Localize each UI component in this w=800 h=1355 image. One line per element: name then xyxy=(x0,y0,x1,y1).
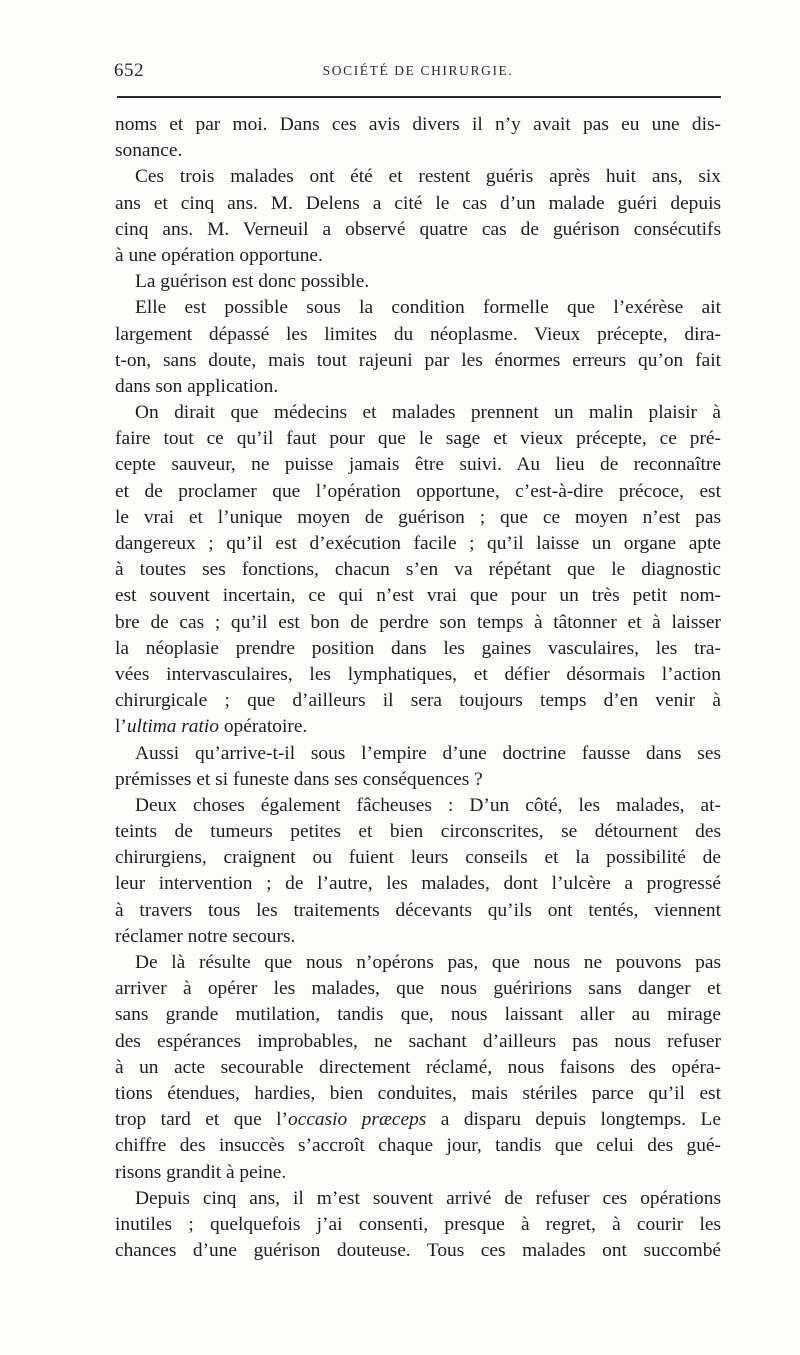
text-line: à travers tous les traitements décevants qu’ils ont tentés, viennent xyxy=(115,899,721,921)
text-line: à toutes ses fonctions, chacun s’en va répétant que le diagnostic xyxy=(115,559,721,581)
text-line: chances d’une guérison douteuse. Tous ces malades ont succombé xyxy=(115,1240,721,1262)
text-line: bre de cas ; qu’il est bon de perdre son temps à tâtonner et à laisser xyxy=(115,611,721,633)
text-line: vées intervasculaires, les lymphatiques, et défier désormais l’action xyxy=(115,663,721,685)
text-line: Elle est possible sous la condition formelle que l’exérèse ait xyxy=(135,297,721,319)
text-line: De là résulte que nous n’opérons pas, que nous ne pouvons pas xyxy=(135,952,721,973)
text-line: sonance. xyxy=(115,140,183,162)
text-line: largement dépassé les limites du néoplasme. Vieux précepte, dira- xyxy=(115,323,721,345)
text-line: à un acte secourable directement réclamé, nous faisons des opéra- xyxy=(115,1056,721,1078)
text-segment: a disparu depuis longtemps. Le xyxy=(426,1109,721,1131)
text-line: réclamer notre secours. xyxy=(115,925,296,947)
italic-phrase: ultima ratio xyxy=(126,716,219,738)
body-text xyxy=(115,112,721,1264)
text-line: cepte sauveur, ne puisse jamais être suivi. Au lieu de reconnaître xyxy=(115,454,721,476)
text-line: prémisses et si funeste dans ses conséquences ? xyxy=(115,768,483,790)
text-line: est souvent incertain, ce qui n’est vrai que pour un très petit nom- xyxy=(115,585,721,607)
text-line: et de proclamer que l’opération opportune, c’est-à-dire précoce, est xyxy=(115,480,721,502)
text-line: On dirait que médecins et malades prennent un malin plaisir à xyxy=(135,402,721,424)
text-line: Depuis cinq ans, il m’est souvent arrivé de refuser ces opérations xyxy=(135,1187,721,1209)
text-line: à une opération opportune. xyxy=(115,244,323,266)
text-line: dans son application. xyxy=(115,375,279,397)
text-line: leur intervention ; de l’autre, les malades, dont l’ulcère a progressé xyxy=(115,873,721,895)
page-number: 652 xyxy=(114,60,144,81)
text-line: t-on, sans doute, mais tout rajeuni par les énormes erreurs qu’on fait xyxy=(115,349,721,371)
text-line: ans et cinq ans. M. Delens a cité le cas d’un malade guéri depuis xyxy=(115,192,721,214)
text-line: arriver à opérer les malades, que nous guéririons sans danger et xyxy=(115,978,721,1000)
text-line: cinq ans. M. Verneuil a observé quatre cas de guérison consécutifs xyxy=(115,218,721,240)
text-line: la néoplasie prendre position dans les gaines vasculaires, les tra- xyxy=(115,637,721,659)
text-line: dangereux ; qu’il est d’exécution facile ; qu’il laisse un organe apte xyxy=(115,533,721,554)
text-line: Ces trois malades ont été et restent guéris après huit ans, six xyxy=(135,166,721,188)
text-line: sans grande mutilation, tandis que, nous laissant aller au mirage xyxy=(115,1004,721,1026)
text-line xyxy=(115,714,721,740)
text-line: Deux choses également fâcheuses : D’un côté, les malades, at- xyxy=(135,794,721,816)
text-line xyxy=(115,1107,721,1133)
page-header xyxy=(114,56,722,84)
text-line: teints de tumeurs petites et bien circonscrites, se détournent des xyxy=(115,821,721,843)
text-line: chirurgiens, craignent ou fuient leurs conseils et la possibilité de xyxy=(115,847,721,869)
text-line: chiffre des insuccès s’accroît chaque jour, tandis que celui des gué- xyxy=(115,1135,721,1157)
text-line: risons grandit à peine. xyxy=(115,1161,287,1183)
text-line: chirurgicale ; que d’ailleurs il sera toujours temps d’en venir à xyxy=(115,690,721,712)
text-line: noms et par moi. Dans ces avis divers il n’y avait pas eu une dis- xyxy=(115,114,721,135)
text-line: le vrai et l’unique moyen de guérison ; que ce moyen n’est pas xyxy=(115,506,721,528)
text-line: tions étendues, hardies, bien conduites, mais stériles parce qu’il est xyxy=(115,1082,721,1104)
text-segment: l’ xyxy=(115,716,127,738)
italic-phrase: occasio præceps xyxy=(288,1109,427,1131)
text-segment: trop tard et que l’ xyxy=(115,1109,289,1131)
running-head: SOCIÉTÉ DE CHIRURGIE. xyxy=(322,63,514,78)
text-line: La guérison est donc possible. xyxy=(135,271,370,293)
text-segment: opératoire. xyxy=(218,716,308,738)
text-line: Aussi qu’arrive-t-il sous l’empire d’une doctrine fausse dans ses xyxy=(135,742,721,764)
text-line: faire tout ce qu’il faut pour que le sage et vieux précepte, ce pré- xyxy=(115,428,721,450)
text-line: des espérances improbables, ne sachant d’ailleurs pas nous refuser xyxy=(115,1030,721,1052)
header-rule xyxy=(117,96,721,98)
text-line: inutiles ; quelquefois j’ai consenti, presque à regret, à courir les xyxy=(115,1213,721,1235)
